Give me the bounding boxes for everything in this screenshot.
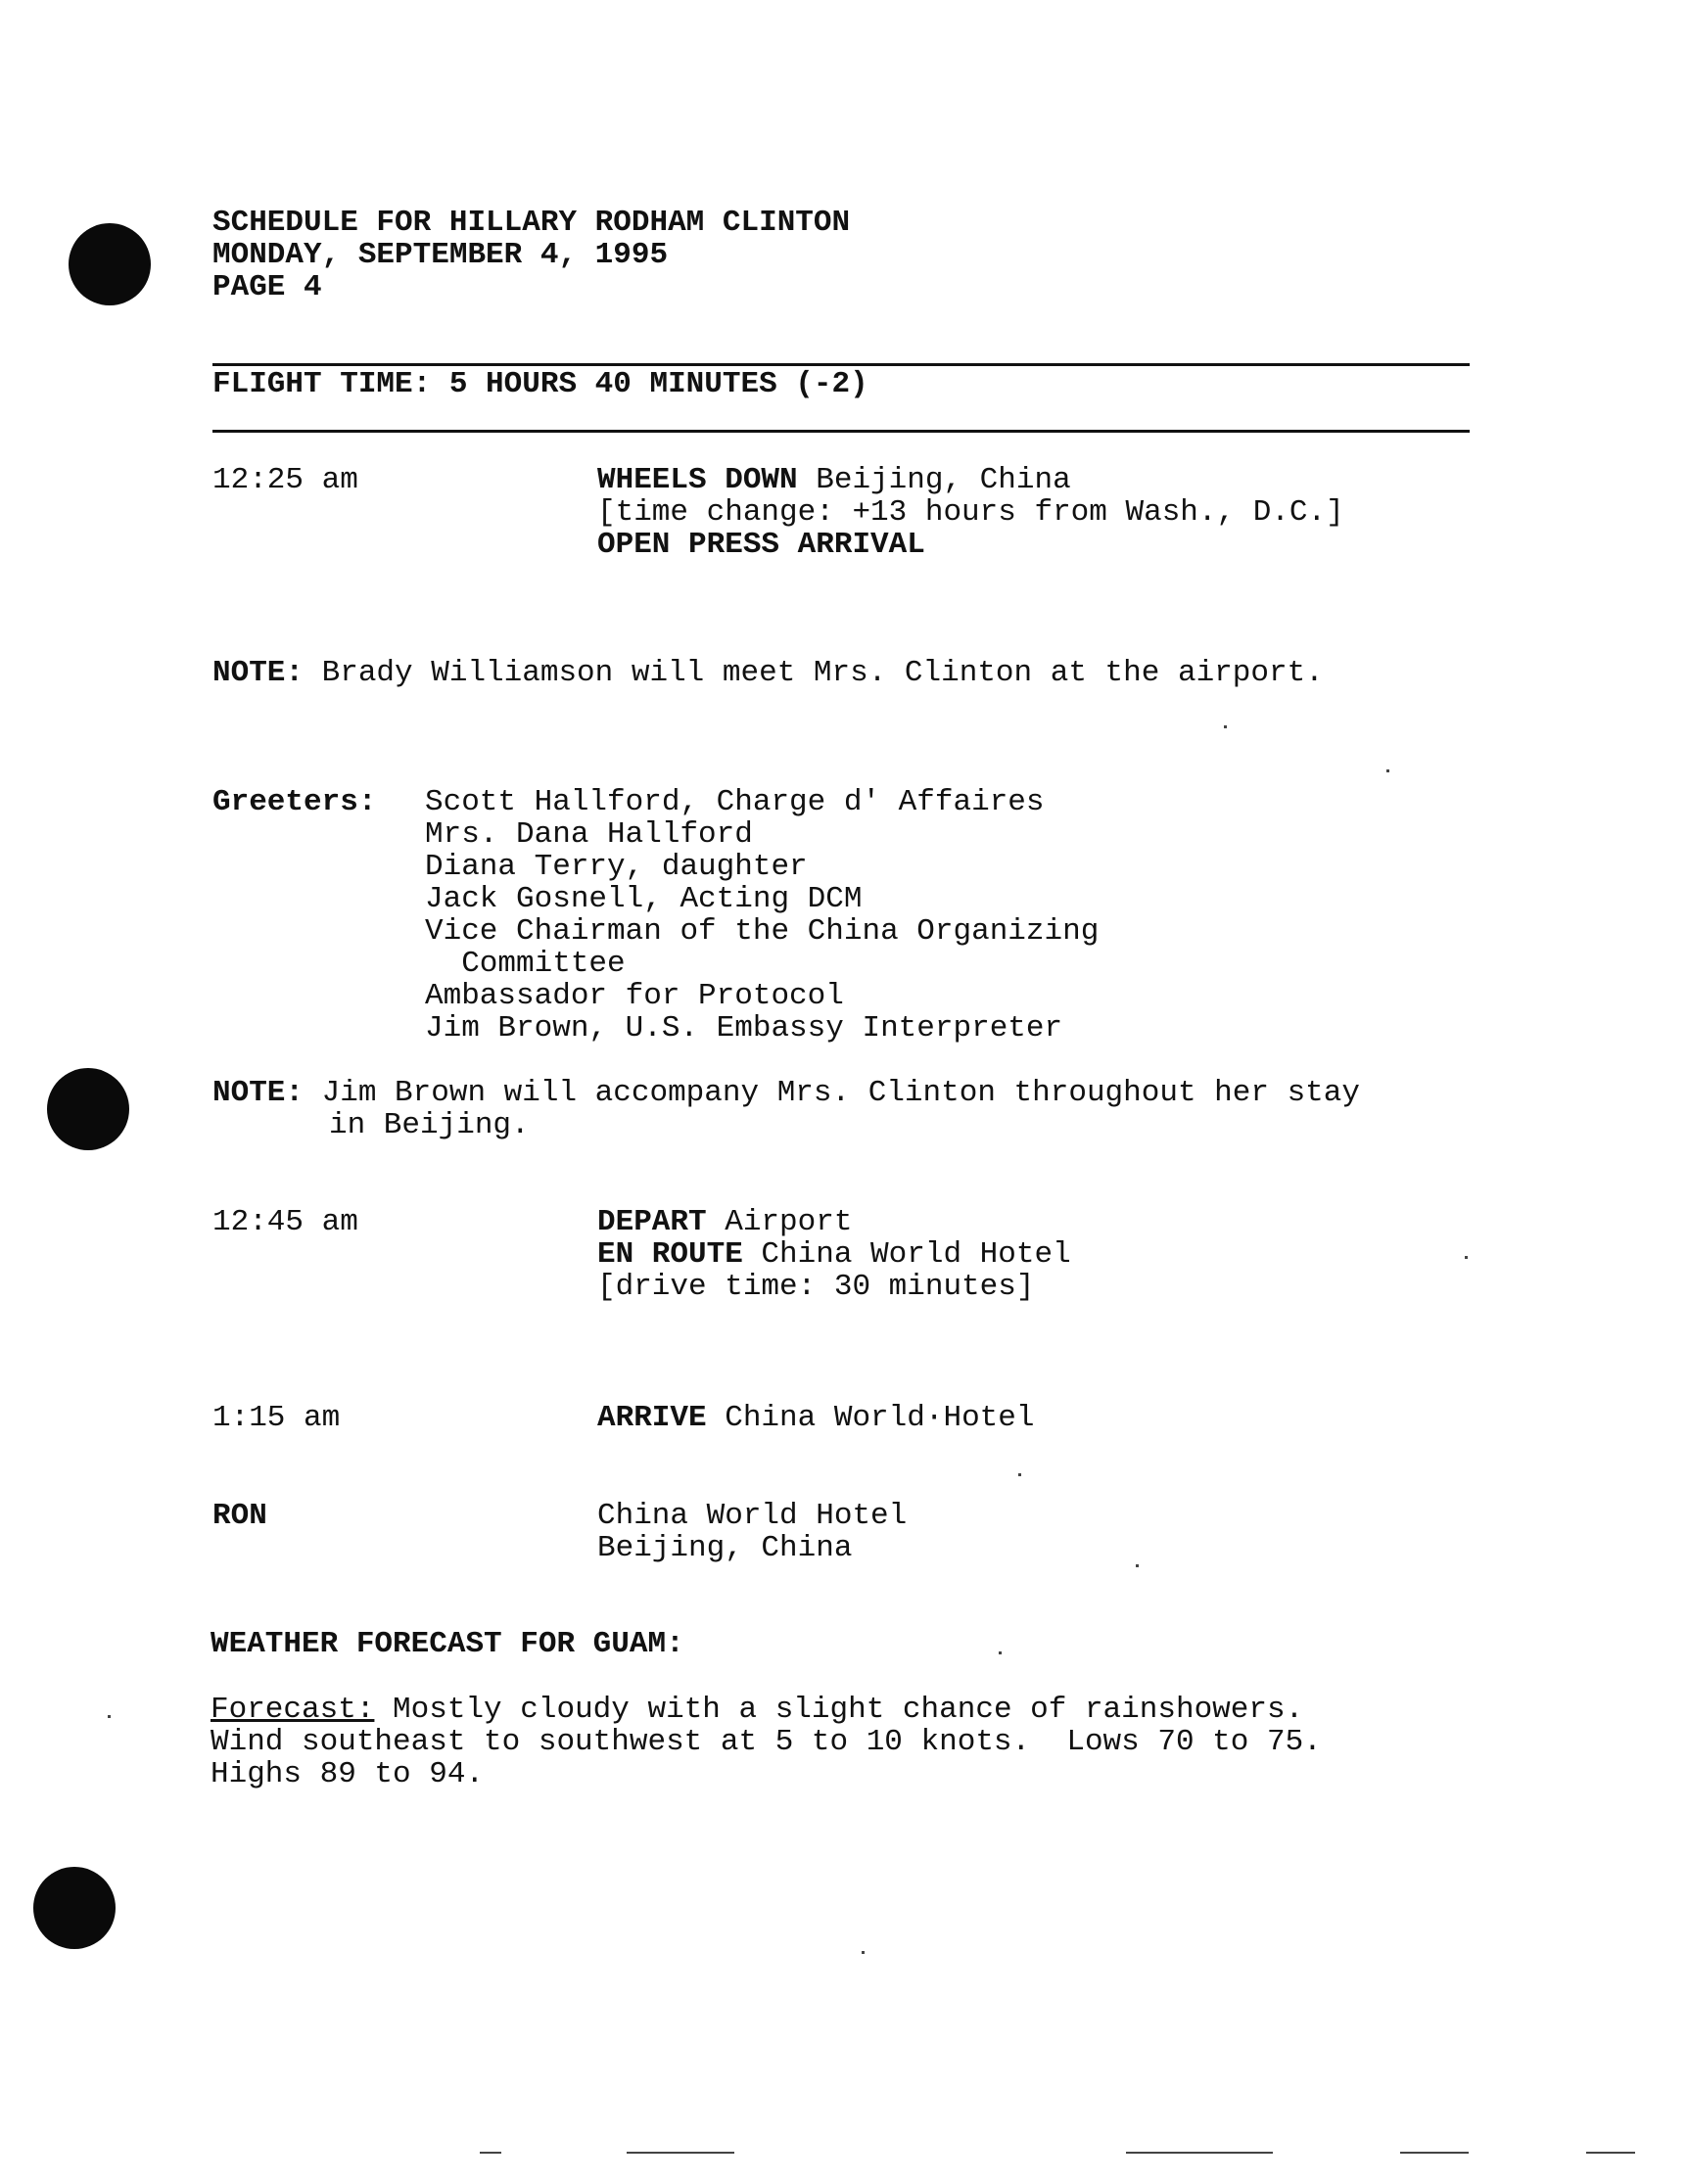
scan-speck [1465, 1256, 1468, 1259]
note-text: Brady Williamson will meet Mrs. Clinton at the airport. [304, 656, 1324, 690]
forecast-text: Mostly cloudy with a slight chance of rainshowers. [374, 1693, 1304, 1727]
punch-hole-middle [47, 1068, 129, 1150]
event-line [597, 1271, 1034, 1303]
note-text-continued: in Beijing. [329, 1108, 530, 1142]
note-label: NOTE: [212, 656, 305, 690]
note-brady [212, 657, 1324, 689]
event-keyword: EN ROUTE [597, 1237, 743, 1272]
greeters-label: Greeters: [212, 785, 377, 819]
ron-label: RON [212, 1499, 267, 1533]
event-line [597, 496, 1344, 529]
event-keyword: DEPART [597, 1205, 707, 1239]
weather-forecast-line: Wind southeast to southwest at 5 to 10 knots. Lows 70 to 75. [211, 1725, 1322, 1759]
forecast-label: Forecast: [211, 1693, 375, 1727]
greeter-name: Diana Terry, daughter [425, 850, 808, 884]
page-number: PAGE 4 [212, 270, 322, 304]
scan-speck [1224, 725, 1227, 728]
greeter-name: Vice Chairman of the China Organizing [425, 914, 1100, 949]
scan-speck [999, 1651, 1002, 1654]
event-line [597, 529, 925, 561]
event-keyword: ARRIVE [597, 1401, 707, 1435]
event-line [597, 464, 1071, 496]
event-detail: Airport [706, 1205, 853, 1239]
scan-speck [480, 2152, 501, 2154]
note-text: Jim Brown will accompany Mrs. Clinton throughout her stay [304, 1076, 1360, 1110]
weather-forecast-line: Highs 89 to 94. [211, 1757, 485, 1791]
event-detail: Beijing, China [797, 463, 1071, 497]
scan-speck [1126, 2152, 1273, 2154]
weather-forecast [211, 1694, 1303, 1726]
scan-speck [1136, 1564, 1139, 1567]
punch-hole-bottom [33, 1867, 116, 1949]
scan-speck [1018, 1473, 1021, 1476]
event-line [597, 1402, 1034, 1434]
greeter-name: Mrs. Dana Hallford [425, 817, 753, 852]
greeter-name: Ambassador for Protocol [425, 979, 844, 1013]
note-jim-brown [212, 1077, 1360, 1109]
greeter-name: Committee [425, 947, 626, 981]
scan-speck [862, 1951, 865, 1954]
scan-speck [627, 2152, 734, 2154]
event-time: 12:45 am [212, 1205, 358, 1239]
greeter-name: Scott Hallford, Charge d' Affaires [425, 785, 1045, 819]
weather-heading: WEATHER FORECAST FOR GUAM: [211, 1627, 684, 1661]
rule-top [212, 363, 1470, 366]
scan-speck [1386, 769, 1389, 772]
event-keyword: WHEELS DOWN [597, 463, 798, 497]
event-line [597, 1206, 852, 1238]
ron-city: Beijing, China [597, 1531, 853, 1565]
greeter-name: Jim Brown, U.S. Embassy Interpreter [425, 1011, 1063, 1046]
event-line [597, 1238, 1071, 1271]
event-time: 12:25 am [212, 463, 358, 497]
scan-speck [1400, 2152, 1469, 2154]
schedule-date: MONDAY, SEPTEMBER 4, 1995 [212, 238, 669, 272]
flight-time: FLIGHT TIME: 5 HOURS 40 MINUTES (-2) [212, 367, 868, 401]
scan-speck [108, 1715, 111, 1718]
ron-hotel: China World Hotel [597, 1499, 908, 1533]
event-time: 1:15 am [212, 1401, 341, 1435]
event-detail: [drive time: 30 minutes] [597, 1270, 1035, 1304]
greeter-name: Jack Gosnell, Acting DCM [425, 882, 863, 916]
event-detail: China World·Hotel [706, 1401, 1035, 1435]
event-detail: China World Hotel [742, 1237, 1071, 1272]
punch-hole-top [69, 223, 151, 305]
event-detail: [time change: +13 hours from Wash., D.C.] [597, 495, 1344, 530]
rule-bottom [212, 430, 1470, 433]
note-label: NOTE: [212, 1076, 305, 1110]
schedule-title: SCHEDULE FOR HILLARY RODHAM CLINTON [212, 206, 851, 240]
event-keyword: OPEN PRESS ARRIVAL [597, 528, 925, 562]
scan-speck [1586, 2152, 1635, 2154]
